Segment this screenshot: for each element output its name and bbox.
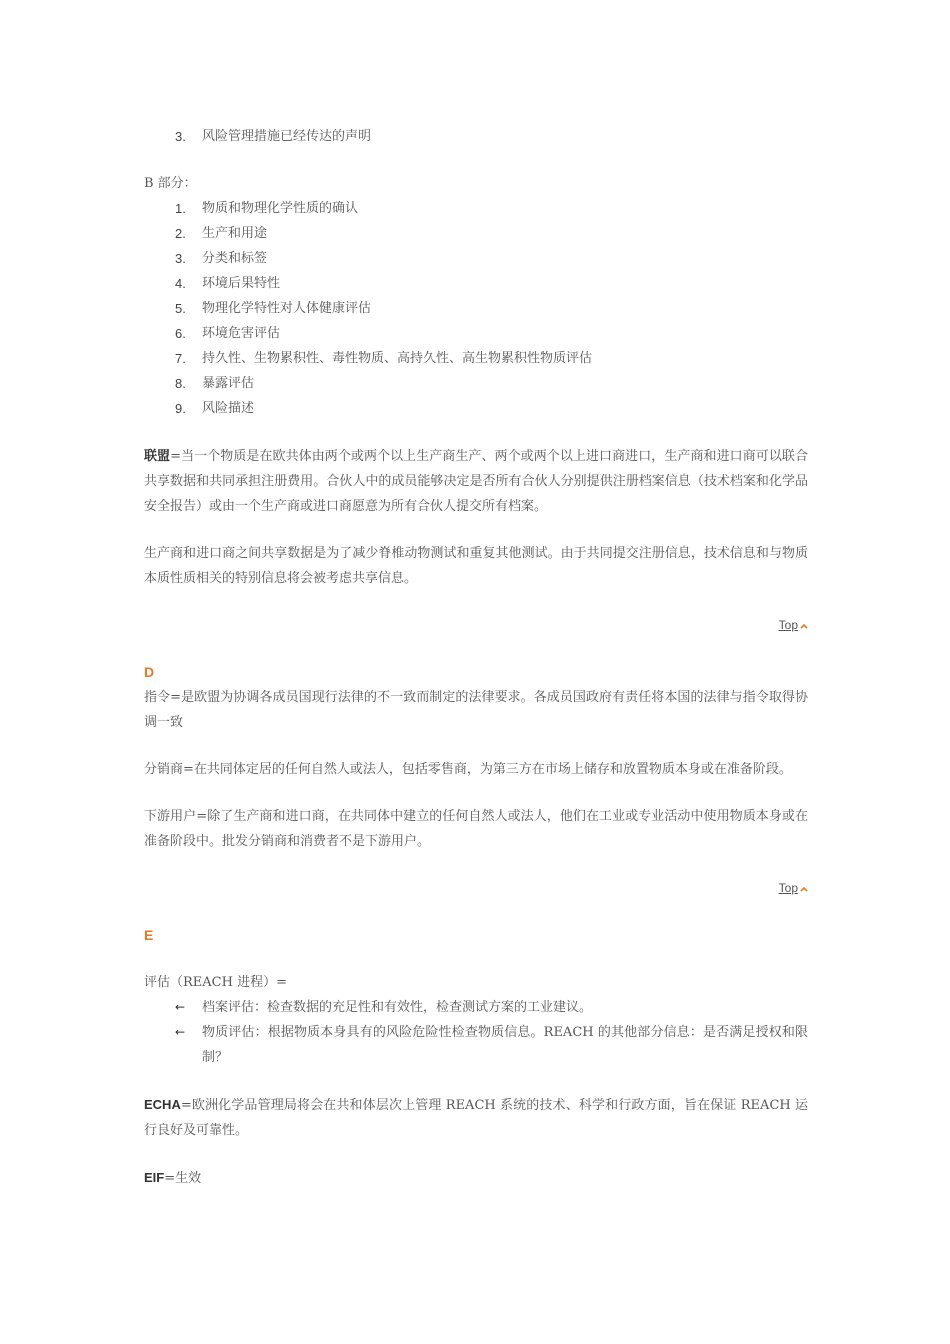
evaluation-heading: 评估（REACH 进程）= xyxy=(144,975,287,990)
list-item-text: 生产和用途 xyxy=(202,226,268,241)
list-item-text: 风险描述 xyxy=(202,401,255,416)
list-item-text: 持久性、生物累积性、毒性物质、高持久性、高生物累积性物质评估 xyxy=(202,351,593,366)
list-item xyxy=(144,1020,808,1070)
section-letter-d: D xyxy=(144,664,155,680)
back-to-top-label: Top xyxy=(778,881,798,895)
eif-definition xyxy=(144,1165,808,1191)
glossary-content xyxy=(144,124,808,1191)
section-letter-e: E xyxy=(144,927,154,943)
list-item-number: 8. xyxy=(175,376,186,391)
back-to-top-link[interactable] xyxy=(779,881,808,895)
list-item-text: 暴露评估 xyxy=(202,376,255,391)
list-item-number: 1. xyxy=(175,201,186,216)
list-item-number: 4. xyxy=(175,276,186,291)
list-item-number: 5. xyxy=(175,301,186,316)
definition-text: =当一个物质是在欧共体由两个或两个以上生产商生产、两个或两个以上进口商进口，生产商和进口商可以联合共享数据和共同承担注册费用。合伙人中的成员能够决定是否所有合伙人分别提供注册档案信息（技术档案和化学品安全报告）或由一个生产商或进口商愿意为所有合伙人提交所有档案。 xyxy=(144,449,808,514)
list-item xyxy=(144,995,808,1020)
part-b-list xyxy=(144,196,808,421)
data-sharing-paragraph: 生产商和进口商之间共享数据是为了减少脊椎动物测试和重复其他测试。由于共同提交注册信息，技术信息和与物质本质性质相关的特别信息将会被考虑共享信息。 xyxy=(144,546,808,586)
list-item-number: 3. xyxy=(175,129,186,144)
evaluation-list xyxy=(144,995,808,1070)
term-label: EIF xyxy=(144,1170,165,1185)
list-item-number: 3. xyxy=(175,251,186,266)
list-a-tail xyxy=(144,124,808,149)
caret-up-icon xyxy=(800,876,808,901)
list-item-text: 环境危害评估 xyxy=(202,326,281,341)
echa-definition xyxy=(144,1092,808,1143)
list-item xyxy=(144,296,808,321)
list-item-number: 2. xyxy=(175,226,186,241)
arrow-left-icon: ← xyxy=(175,1000,186,1014)
directive-definition: 指令=是欧盟为协调各成员国现行法律的不一致而制定的法律要求。各成员国政府有责任将本国的法律与指令取得协调一致 xyxy=(144,690,808,730)
list-item-text: 环境后果特性 xyxy=(202,276,281,291)
back-to-top-label: Top xyxy=(778,618,798,632)
list-item xyxy=(144,321,808,346)
list-item xyxy=(144,396,808,421)
definition-text: =欧洲化学品管理局将会在共和体层次上管理 REACH 系统的技术、科学和行政方面，旨在保证 REACH 运行良好及可靠性。 xyxy=(144,1098,808,1138)
back-to-top-row xyxy=(144,613,808,638)
term-label: 联盟 xyxy=(144,448,171,463)
list-item xyxy=(144,124,808,149)
distributor-definition: 分销商=在共同体定居的任何自然人或法人，包括零售商，为第三方在市场上储存和放置物质本身或在准备阶段。 xyxy=(144,762,792,777)
list-item xyxy=(144,221,808,246)
list-item-text: 分类和标签 xyxy=(202,251,268,266)
part-b-heading: B 部分： xyxy=(144,176,197,191)
list-item xyxy=(144,346,808,371)
back-to-top-link[interactable] xyxy=(779,618,808,632)
list-item xyxy=(144,196,808,221)
list-item-number: 6. xyxy=(175,326,186,341)
arrow-left-icon: ← xyxy=(175,1025,186,1039)
definition-text: =生效 xyxy=(164,1171,202,1186)
list-item xyxy=(144,371,808,396)
list-item-number: 7. xyxy=(175,351,186,366)
list-item-text: 风险管理措施已经传达的声明 xyxy=(202,129,372,144)
downstream-user-definition: 下游用户=除了生产商和进口商，在共同体中建立的任何自然人或法人，他们在工业或专业活动中使用物质本身或在准备阶段中。批发分销商和消费者不是下游用户。 xyxy=(144,809,808,849)
caret-up-icon xyxy=(800,613,808,638)
list-item-text: 档案评估：检查数据的充足性和有效性，检查测试方案的工业建议。 xyxy=(202,1000,593,1015)
list-item xyxy=(144,271,808,296)
list-item-text: 物质评估：根据物质本身具有的风险危险性检查物质信息。REACH 的其他部分信息：是否满足授权和限制？ xyxy=(202,1025,808,1065)
consortium-definition xyxy=(144,443,808,519)
list-item-text: 物质和物理化学性质的确认 xyxy=(202,201,359,216)
list-item xyxy=(144,246,808,271)
list-item-number: 9. xyxy=(175,401,186,416)
back-to-top-row xyxy=(144,876,808,901)
list-item-text: 物理化学特性对人体健康评估 xyxy=(202,301,372,316)
term-label: ECHA xyxy=(144,1097,181,1112)
